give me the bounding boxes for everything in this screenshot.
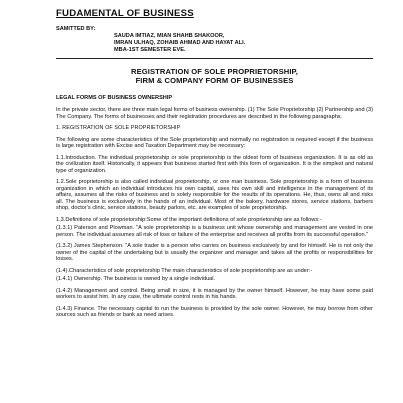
paragraph: 1.1.Introduction. The individual proprietorship or sole proprietorship is the oldest form of business organization. It is as old as the civilization itself. Historically, it appears that business started first with this form of organization. It is the simplest and natural type of organization. (56, 154, 373, 174)
heading-line: REGISTRATION OF SOLE PROPRIETORSHIP, (131, 67, 298, 76)
paragraph: (1.3.2) James Stephenson. "A sole trader is a person who carries on business exclusively by and for himself. He is not only the owner of the capital of the undertaking but is usually the organizer and manager and takes all the profits or responsibilities for losses. (56, 243, 373, 262)
paragraph: 1.2.Sole proprietorship is also called individual proprietorship, or one man business. Sole proprietorship is a form of business organization in which an individual introduces his own capital, uses his own skill and intelligence in the management of its affairs, assumes all the risks of business and is solely responsible for the results of its operations. He, thus, owns all and risks all. The business is exclusively in the hands of an individual. Most of the bakery, hardware stores, service stations, barbers shop, doctor's clinic, service stations, beauty parlors, etc. are examples of sole proprietorship. (56, 179, 373, 211)
submitted-label: SAMITTED BY: (56, 26, 96, 32)
paragraph: 1.3.Definitions of sole proprietorship:Some of the important definitions of sole proprietorship are as follows:- (56, 216, 322, 223)
main-heading (56, 67, 373, 85)
paragraph: (1.4).Characteristics of sole proprietorship The main characteristics of sole proprietorship are as under:- (56, 267, 313, 274)
subsection-heading: 1. REGISTRATION OF SOLE PROPRIETORSHIP (56, 125, 181, 131)
author-line: MBA-1ST SEMESTER EVE. (114, 47, 186, 53)
paragraph: (1.4.3) Finance. The necessary capital to run the business is provided by the sole owner. However, he may borrow from other sources such as friends or bank as need arises. (56, 305, 373, 318)
author-line: IMRAN ULHAQ, ZOHAIB AHMAD AND HAYAT ALI. (114, 40, 246, 46)
document-title: FUDAMENTAL OF BUSINESS (56, 8, 194, 19)
section-title: LEGAL FORMS OF BUSINESS OWNERSHIP (56, 95, 173, 101)
author-names (114, 26, 245, 54)
divider (56, 58, 373, 59)
paragraph-intro: In the private sector, there are three main legal forms of business ownership. (1) The Sole Proprietorship (2) Partnership and (3) The Company. The forms of businesses and their registration procedures are described in the following paragraphs. (56, 107, 373, 120)
paragraph: (1.3.1) Paterson and Plowman. "A sole proprietorship is a business unit whose ownership and management are vested in one person. The individual assumes all risk of loss or failure of the enterprise and receives all profits from its successful operation." (56, 225, 373, 238)
paragraph: (1.4.2) Management and control. Being small in size, it is managed by the owner himself. However, he may have some paid workers to assist him. In any case, the ultimate control rests in his hands. (56, 287, 373, 300)
heading-line: FIRM & COMPANY FORM OF BUSINESSES (135, 76, 294, 85)
paragraph: (1.4.1) Ownership. The business is owned by a single individual. (56, 276, 216, 282)
paragraph: The following are some characteristics of the Sole proprietorship and normally no registration is required except if the business is large registration with Excise and Taxation Department may be necessary: (56, 136, 373, 149)
submitted-block (56, 26, 373, 54)
author-line: SAUDA IMTIAZ, MIAN SHAHB SHAKOOR, (114, 33, 225, 39)
